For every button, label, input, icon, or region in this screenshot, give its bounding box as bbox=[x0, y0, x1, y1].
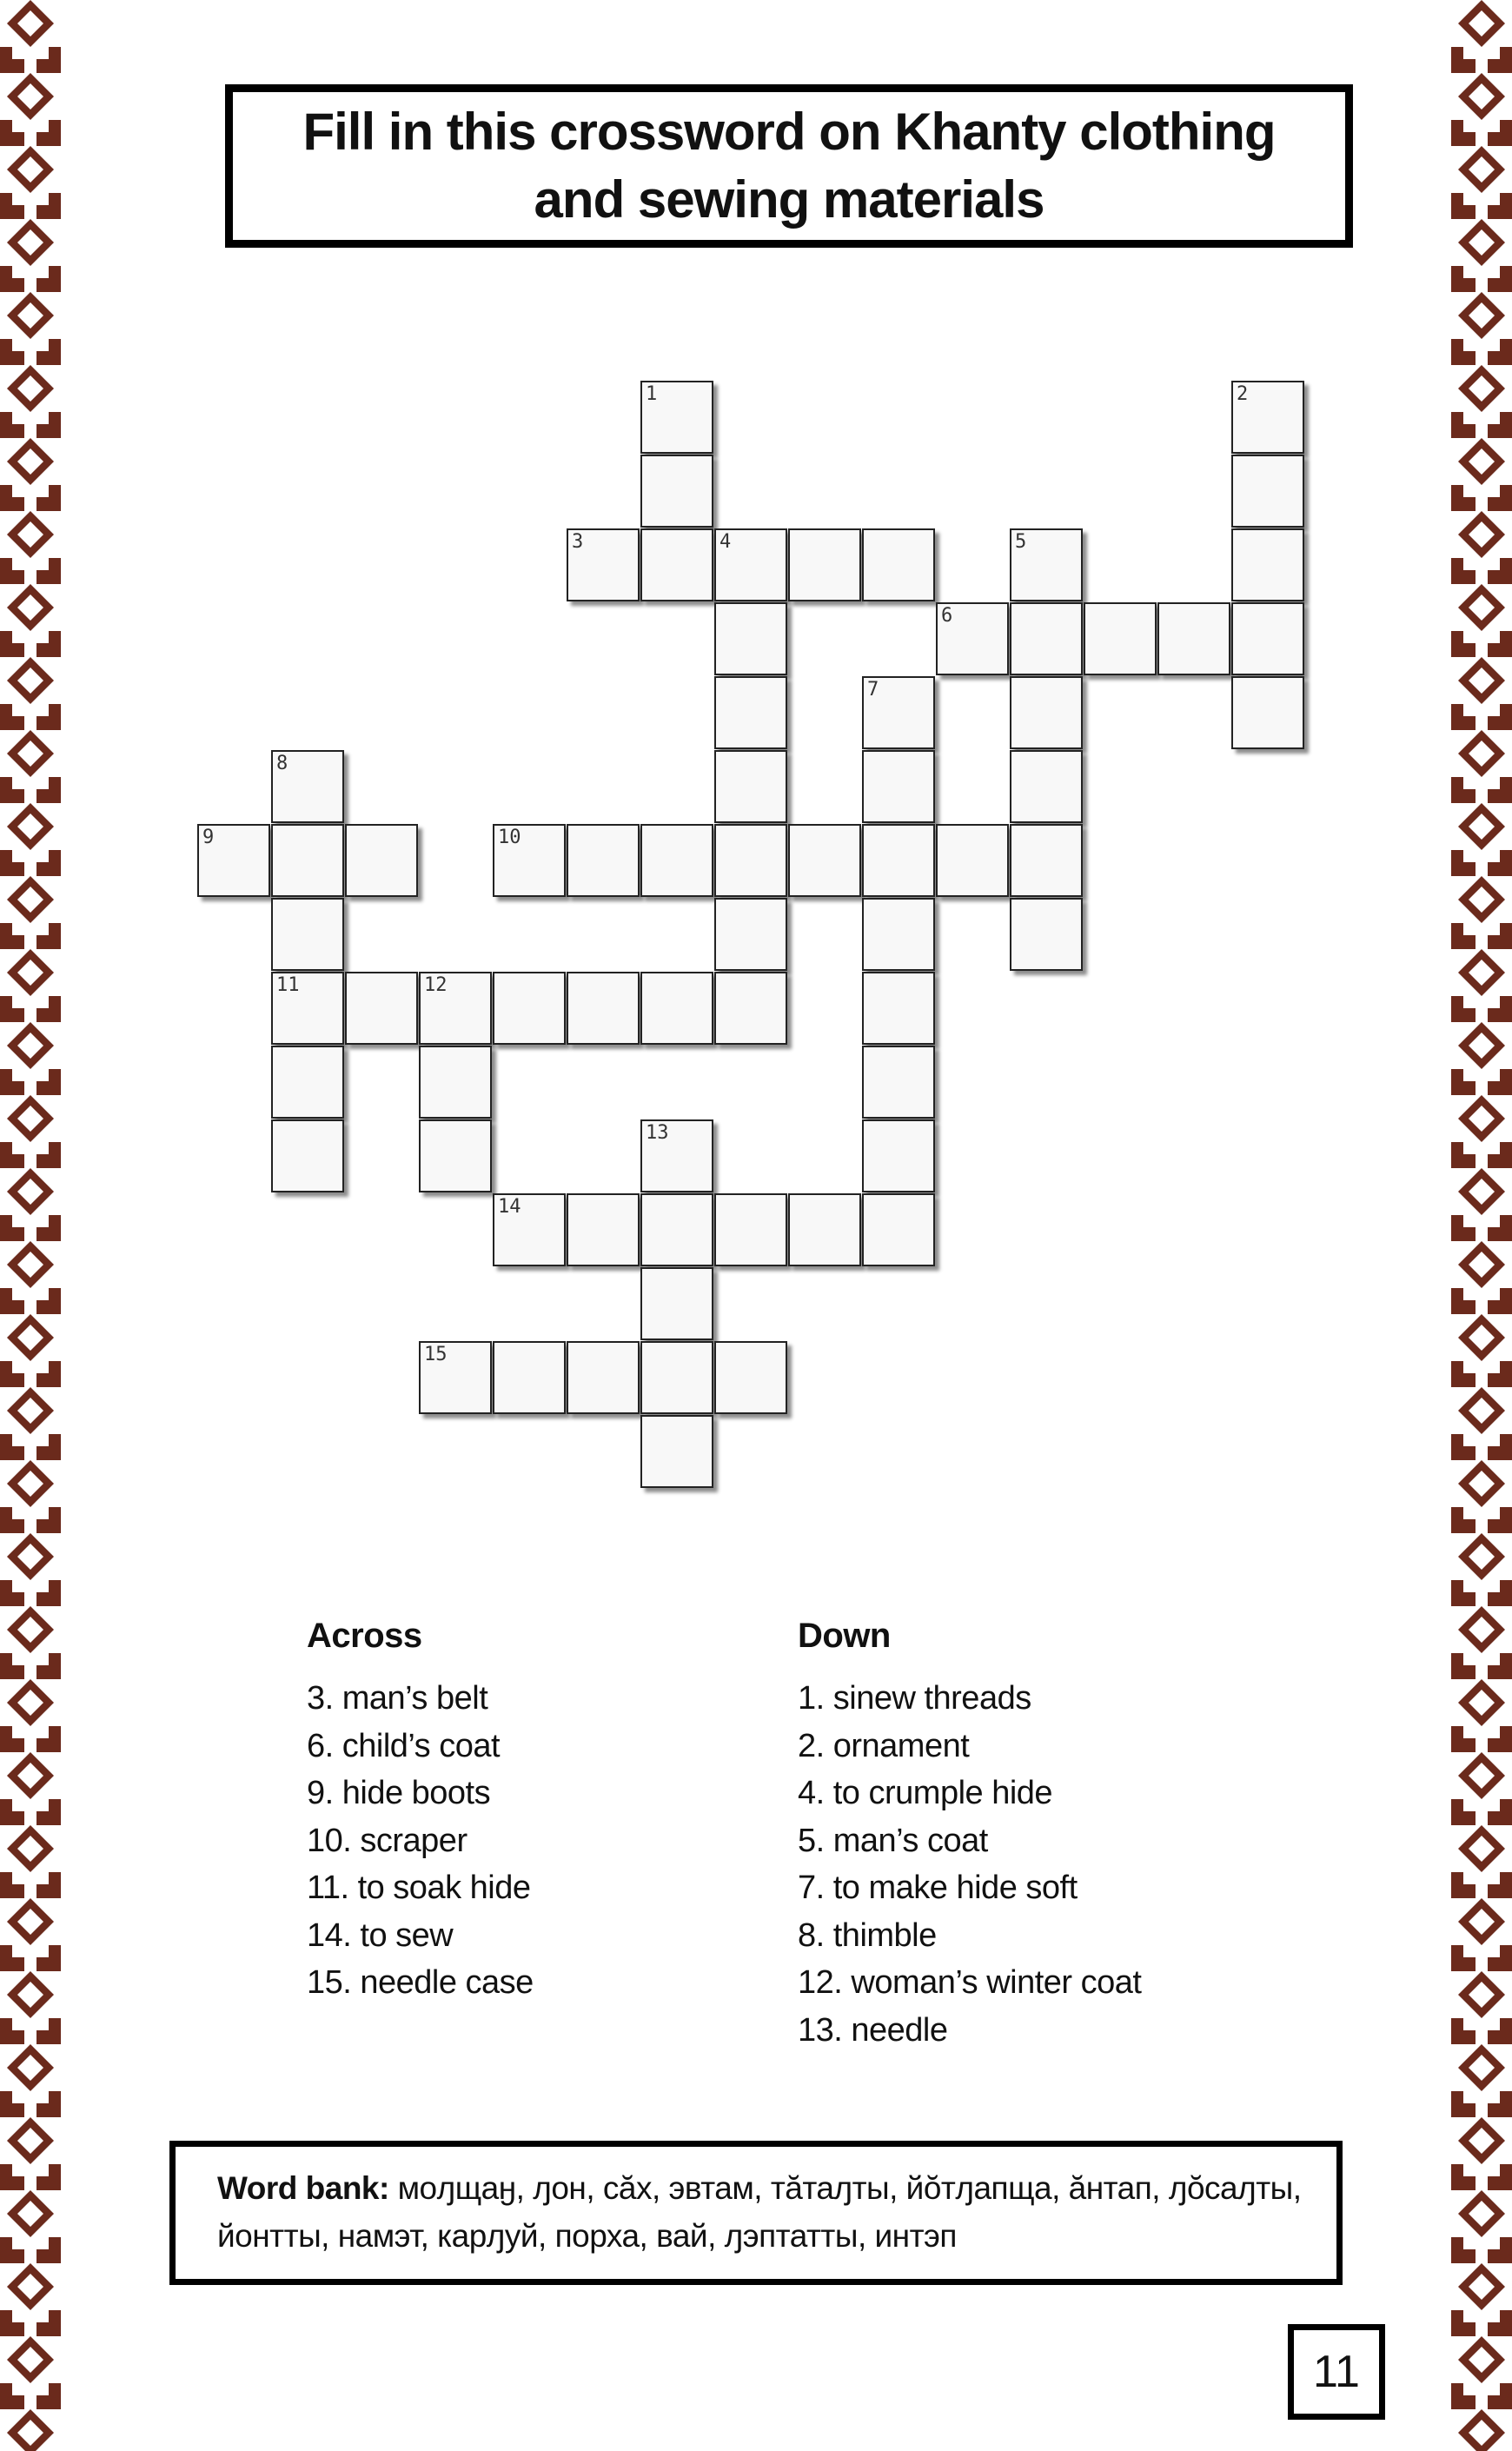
crossword-cell[interactable] bbox=[640, 1267, 713, 1340]
clue-number: 9 bbox=[202, 827, 215, 848]
crossword-cell[interactable] bbox=[1231, 528, 1304, 601]
crossword-cell[interactable] bbox=[862, 898, 935, 971]
ornament-motif bbox=[1451, 2409, 1512, 2451]
clue-number: 7 bbox=[867, 679, 879, 701]
clue-number: 1 bbox=[646, 383, 658, 405]
crossword-cell[interactable] bbox=[1231, 455, 1304, 528]
ornament-motif bbox=[0, 2044, 61, 2117]
crossword-cell[interactable] bbox=[271, 972, 344, 1045]
crossword-cell[interactable] bbox=[567, 1341, 640, 1414]
page-number-box bbox=[1288, 2324, 1385, 2420]
across-heading: Across bbox=[307, 1617, 422, 1655]
clue-number: 13 bbox=[646, 1122, 669, 1144]
down-clue: 5. man’s coat bbox=[798, 1822, 988, 1859]
crossword-cell[interactable] bbox=[640, 972, 713, 1045]
ornament-motif bbox=[1451, 2117, 1512, 2190]
crossword-cell[interactable] bbox=[788, 528, 861, 601]
crossword-cell[interactable] bbox=[714, 676, 787, 749]
crossword-cell[interactable] bbox=[640, 1415, 713, 1488]
crossword-cell[interactable] bbox=[714, 824, 787, 897]
crossword-cell[interactable] bbox=[419, 972, 492, 1045]
crossword-cell[interactable] bbox=[788, 1193, 861, 1266]
crossword-cell[interactable] bbox=[493, 824, 566, 897]
crossword-cell[interactable] bbox=[862, 676, 935, 749]
crossword-cell[interactable] bbox=[1010, 824, 1083, 897]
ornament-motif bbox=[0, 1752, 61, 1825]
crossword-cell[interactable] bbox=[419, 1341, 492, 1414]
crossword-cell[interactable] bbox=[862, 750, 935, 823]
crossword-cell[interactable] bbox=[714, 1341, 787, 1414]
ornament-motif bbox=[1451, 2190, 1512, 2263]
crossword-cell[interactable] bbox=[271, 1119, 344, 1192]
crossword-cell[interactable] bbox=[640, 1193, 713, 1266]
crossword-cell[interactable] bbox=[493, 1341, 566, 1414]
crossword-cell[interactable] bbox=[788, 824, 861, 897]
crossword-cell[interactable] bbox=[493, 972, 566, 1045]
crossword-cell[interactable] bbox=[862, 528, 935, 601]
crossword-cell[interactable] bbox=[197, 824, 270, 897]
ornament-motif bbox=[0, 1898, 61, 1971]
ornament-motif bbox=[1451, 1971, 1512, 2044]
across-clue: 9. hide boots bbox=[307, 1775, 491, 1811]
clue-number: 6 bbox=[941, 605, 953, 627]
crossword-cell[interactable] bbox=[714, 972, 787, 1045]
crossword-cell[interactable] bbox=[862, 1119, 935, 1192]
crossword-cell[interactable] bbox=[936, 602, 1009, 675]
crossword-cell[interactable] bbox=[419, 1046, 492, 1119]
crossword-cell[interactable] bbox=[640, 455, 713, 528]
crossword-cell[interactable] bbox=[567, 528, 640, 601]
ornament-motif bbox=[0, 1606, 61, 1679]
crossword-cell[interactable] bbox=[1010, 528, 1083, 601]
ornament-motif bbox=[1451, 1679, 1512, 1752]
crossword-cell[interactable] bbox=[862, 1193, 935, 1266]
crossword-cell[interactable] bbox=[271, 1046, 344, 1119]
ornament-motif bbox=[1451, 1752, 1512, 1825]
ornament-motif bbox=[1451, 1825, 1512, 1898]
down-clue: 2. ornament bbox=[798, 1727, 970, 1764]
crossword-cell[interactable] bbox=[1010, 676, 1083, 749]
crossword-cell[interactable] bbox=[936, 824, 1009, 897]
ornament-motif bbox=[0, 2263, 61, 2336]
crossword-cell[interactable] bbox=[714, 528, 787, 601]
clue-number: 2 bbox=[1237, 383, 1249, 405]
crossword-cell[interactable] bbox=[640, 381, 713, 454]
crossword-cell[interactable] bbox=[567, 1193, 640, 1266]
clue-number: 5 bbox=[1015, 531, 1027, 553]
across-clue: 11. to soak hide bbox=[307, 1870, 531, 1906]
crossword-cell[interactable] bbox=[714, 1193, 787, 1266]
word-bank bbox=[169, 2141, 1343, 2285]
crossword-cell[interactable] bbox=[567, 972, 640, 1045]
down-clue: 13. needle bbox=[798, 2011, 948, 2049]
clue-number: 15 bbox=[424, 1344, 448, 1365]
ornament-motif bbox=[1451, 2336, 1512, 2409]
ornament-motif bbox=[1451, 1606, 1512, 1679]
crossword-cell[interactable] bbox=[345, 824, 418, 897]
down-clue: 4. to crumple hide bbox=[798, 1775, 1053, 1811]
crossword-cell[interactable] bbox=[345, 972, 418, 1045]
ornament-motif bbox=[1451, 1533, 1512, 1606]
crossword-cell[interactable] bbox=[271, 750, 344, 823]
across-clue: 3. man’s belt bbox=[307, 1680, 488, 1717]
crossword-cell[interactable] bbox=[640, 1341, 713, 1414]
across-clue: 14. to sew bbox=[307, 1916, 454, 1954]
down-clue: 12. woman’s winter coat bbox=[798, 1964, 1142, 2001]
crossword-cell[interactable] bbox=[862, 1046, 935, 1119]
crossword-cell[interactable] bbox=[862, 972, 935, 1045]
ornament-motif bbox=[0, 1825, 61, 1898]
page-title: Fill in this crossword on Khanty clothing and sewing materials bbox=[302, 103, 1276, 229]
crossword-cell[interactable] bbox=[640, 824, 713, 897]
across-clues bbox=[307, 1617, 534, 2007]
crossword-cell[interactable] bbox=[1084, 602, 1157, 675]
ornament-motif bbox=[0, 1533, 61, 1606]
ornament-motif bbox=[0, 1971, 61, 2044]
ornament-motif bbox=[0, 2336, 61, 2409]
crossword-cell[interactable] bbox=[714, 602, 787, 675]
crossword-cell[interactable] bbox=[714, 750, 787, 823]
crossword-cell[interactable] bbox=[640, 528, 713, 601]
ornament-motif bbox=[0, 2409, 61, 2451]
clue-number: 14 bbox=[498, 1196, 521, 1218]
ornament-motif bbox=[1451, 2044, 1512, 2117]
crossword-cell[interactable] bbox=[862, 824, 935, 897]
word-bank-label: Word bank: bbox=[217, 2170, 389, 2206]
down-clue: 1. sinew threads bbox=[798, 1680, 1031, 1717]
crossword-cell[interactable] bbox=[1157, 602, 1230, 675]
down-clues bbox=[798, 1617, 1141, 2054]
crossword-cell[interactable] bbox=[567, 824, 640, 897]
down-heading: Down bbox=[798, 1617, 891, 1655]
ornament-motif bbox=[1451, 2263, 1512, 2336]
clue-number: 4 bbox=[720, 531, 732, 553]
across-clue: 6. child’s coat bbox=[307, 1727, 501, 1764]
crossword-cell[interactable] bbox=[1231, 381, 1304, 454]
across-clue: 15. needle case bbox=[307, 1964, 534, 2001]
word-bank-line-1: моԓщаӈ, ԓон, сăх, эвтам, тăтаԓты, йŏтԓапща, ăнтап, ԓŏсаԓты, bbox=[388, 2170, 1302, 2206]
crossword-cell[interactable] bbox=[493, 1193, 566, 1266]
crossword-cell[interactable] bbox=[1010, 898, 1083, 971]
ornament-motif bbox=[0, 2190, 61, 2263]
ornament-motif bbox=[0, 1679, 61, 1752]
crossword-cell[interactable] bbox=[271, 824, 344, 897]
ornament-motif bbox=[0, 2117, 61, 2190]
page-number: 11 bbox=[1313, 2347, 1360, 2397]
across-clue: 10. scraper bbox=[307, 1822, 468, 1859]
clue-number: 12 bbox=[424, 974, 448, 996]
crossword-cell[interactable] bbox=[1231, 676, 1304, 749]
down-clue: 8. thimble bbox=[798, 1916, 937, 1954]
clue-number: 8 bbox=[276, 753, 288, 774]
clue-number: 10 bbox=[498, 827, 521, 848]
crossword-cell[interactable] bbox=[271, 898, 344, 971]
crossword-cell[interactable] bbox=[1010, 602, 1083, 675]
word-bank-line-2: йонтты, намэт, карԓуй, порха, вай, ԓэптатты, интэп bbox=[217, 2218, 957, 2254]
crossword-cell[interactable] bbox=[419, 1119, 492, 1192]
crossword-cell[interactable] bbox=[640, 1119, 713, 1192]
clue-number: 11 bbox=[276, 974, 300, 996]
crossword-cell[interactable] bbox=[1231, 602, 1304, 675]
ornament-motif bbox=[1451, 1898, 1512, 1971]
crossword-cell[interactable] bbox=[1010, 750, 1083, 823]
down-clue: 7. to make hide soft bbox=[798, 1870, 1078, 1906]
clue-number: 3 bbox=[572, 531, 584, 553]
crossword-cell[interactable] bbox=[714, 898, 787, 971]
